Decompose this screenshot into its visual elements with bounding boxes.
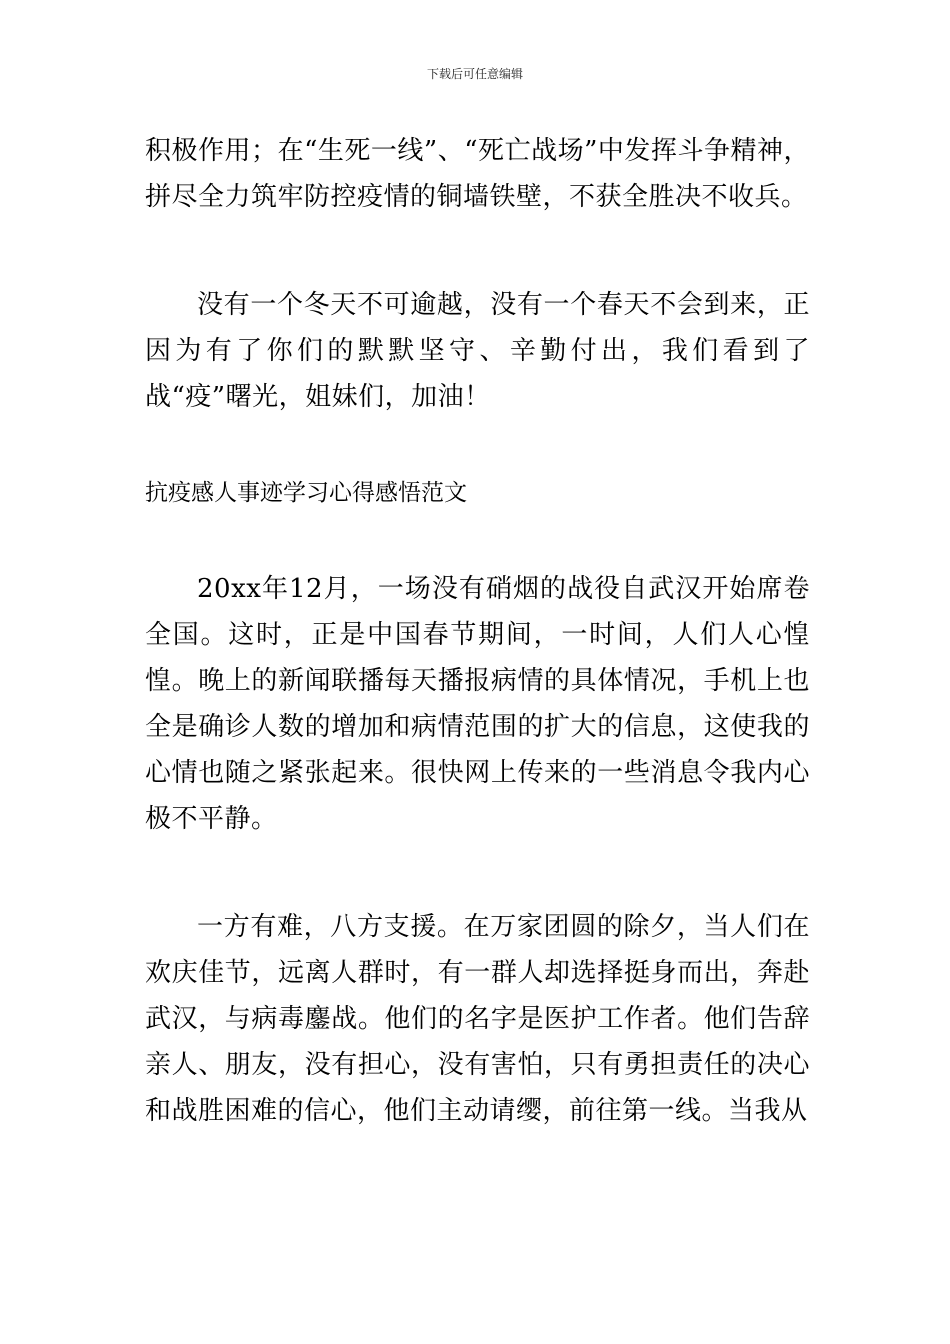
- paragraph-spacer: [145, 516, 810, 566]
- paragraph-spacer: [145, 842, 810, 904]
- document-body: [145, 128, 810, 1134]
- paragraph-spacer: [145, 220, 810, 282]
- section-heading: 抗疫感人事迹学习心得感悟范文: [145, 480, 467, 506]
- paragraph-4: 一方有难，八方支援。在万家团圆的除夕，当人们在欢庆佳节，远离人群时，有一群人却选择挺身而出，奔赴武汉，与病毒鏖战。他们的名字是医护工作者。他们告辞亲人、朋友，没有担心，没有害怕，只有勇担责任的决心和战胜困难的信心，他们主动请缨，前往第一线。当我从: [145, 912, 810, 1126]
- paragraph-1: 积极作用；在“生死一线”、“死亡战场”中发挥斗争精神，拼尽全力筑牢防控疫情的铜墙铁壁，不获全胜决不收兵。: [145, 136, 810, 212]
- paragraph-3: 20xx年12月，一场没有硝烟的战役自武汉开始席卷全国。这时，正是中国春节期间，一时间，人们人心惶惶。晚上的新闻联播每天播报病情的具体情况，手机上也全是确诊人数的增加和病情范围的扩大的信息，这使我的心情也随之紧张起来。很快网上传来的一些消息令我内心极不平静。: [145, 574, 810, 834]
- paragraph-2: 没有一个冬天不可逾越，没有一个春天不会到来，正因为有了你们的默默坚守、辛勤付出，我们看到了战“疫”曙光，姐妹们，加油！: [145, 290, 810, 412]
- page-header: 下载后可任意编辑: [426, 67, 523, 81]
- paragraph-spacer: [145, 420, 810, 470]
